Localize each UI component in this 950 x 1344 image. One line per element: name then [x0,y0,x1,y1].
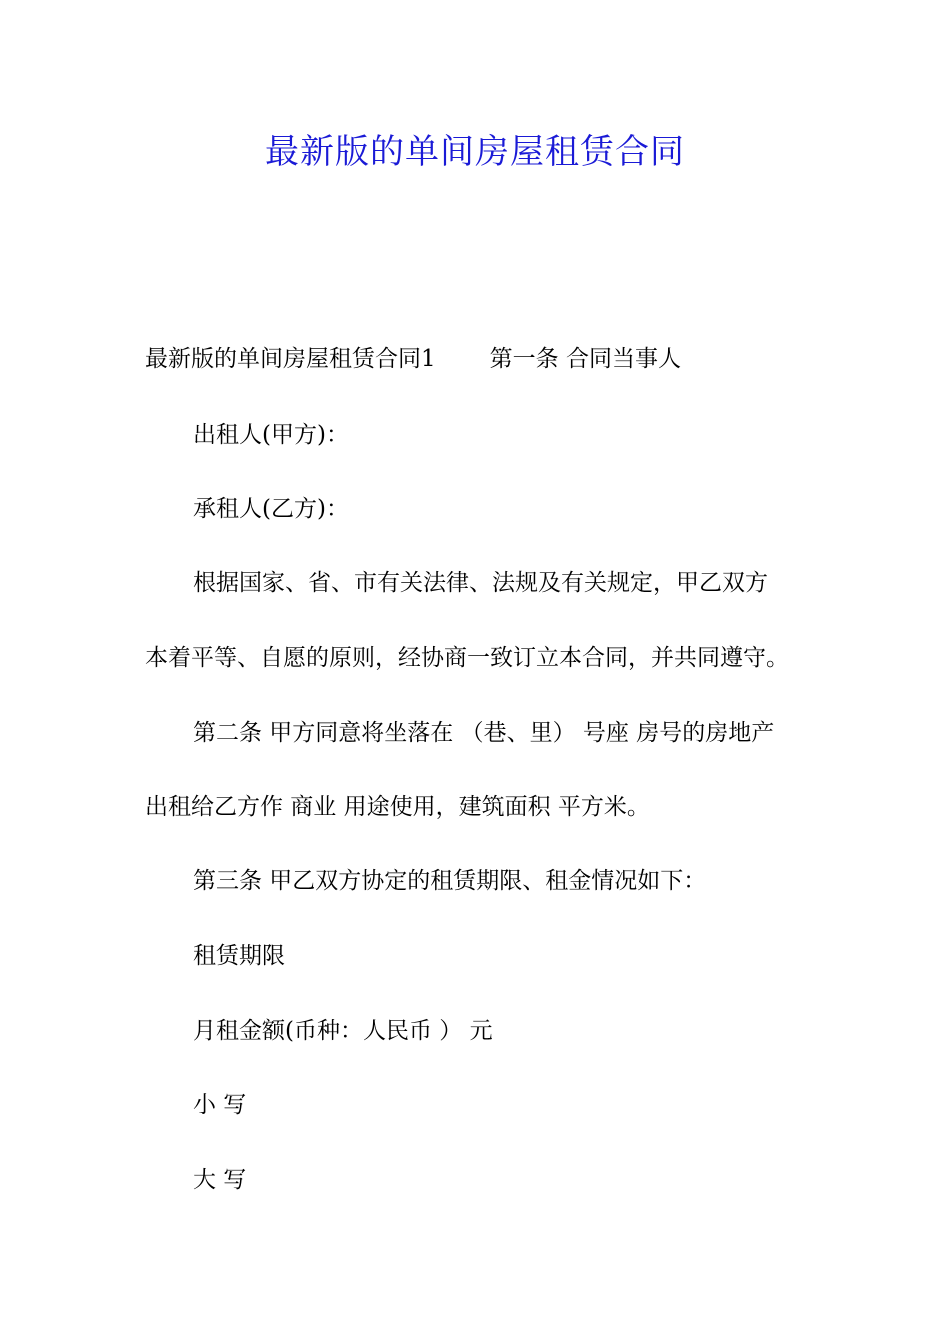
contract-number-label: 最新版的单间房屋租赁合同1 [145,346,436,372]
amount-words-line: 大 写 [193,1167,247,1193]
article-three-line: 第三条 甲乙双方协定的租赁期限、租金情况如下： [193,868,707,894]
monthly-rent-line: 月租金额(币种：人民币 ） 元 [193,1018,493,1044]
article-two-line: 第二条 甲方同意将坐落在 （巷、里） 号座 房号的房地产 [193,720,775,746]
article-one-heading: 第一条 合同当事人 [489,346,681,372]
paragraph-line: 根据国家、省、市有关法律、法规及有关规定，甲乙双方 [193,570,768,596]
heading-line [145,343,681,375]
lease-term-line: 租赁期限 [193,943,285,969]
amount-figures-line: 小 写 [193,1092,247,1118]
paragraph-line: 出租给乙方作 商业 用途使用，建筑面积 平方米。 [145,794,650,820]
lessee-line: 承租人(乙方)： [193,496,349,522]
document-title: 最新版的单间房屋租赁合同 [265,132,685,172]
lessor-line: 出租人(甲方)： [193,422,349,448]
paragraph-line: 本着平等、自愿的原则，经协商一致订立本合同，并共同遵守。 [145,645,789,671]
